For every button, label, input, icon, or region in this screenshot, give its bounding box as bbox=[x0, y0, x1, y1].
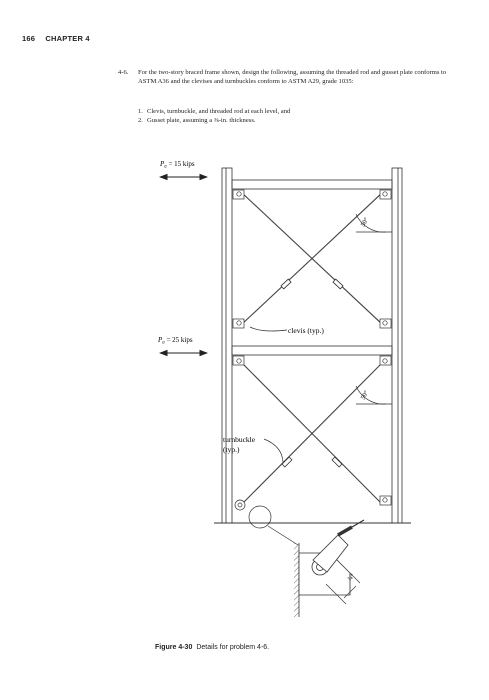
turnbuckles bbox=[281, 279, 343, 467]
figure-caption bbox=[155, 644, 269, 651]
lower-angle-label: 50° bbox=[359, 389, 371, 401]
right-column bbox=[392, 168, 402, 523]
item-text: Gusset plate, assuming a ⅜-in. thickness. bbox=[146, 117, 256, 124]
left-column bbox=[222, 168, 232, 523]
turnbuckle-leader bbox=[264, 439, 283, 462]
clevis-label: clevis (typ.) bbox=[288, 326, 324, 335]
problem-text: For the two-story braced frame shown, design the following, assuming the threaded rod and gusset plate conforms to ASTM A36 and the clevises and turnbuckles conform to ASTM A29, grade 1035: bbox=[138, 69, 447, 85]
detail-circle bbox=[249, 506, 271, 528]
top-beam bbox=[232, 180, 392, 189]
turnbuckle-label: turnbuckle bbox=[223, 435, 256, 444]
chapter-label: CHAPTER 4 bbox=[45, 34, 90, 43]
figure-label: Figure 4-30 bbox=[155, 644, 193, 651]
top-load-label: $P_a = 15$ kips bbox=[160, 160, 195, 170]
angle-markers bbox=[356, 214, 392, 404]
middle-beam bbox=[232, 346, 392, 355]
turnbuckle-label-2: (typ.) bbox=[223, 445, 240, 454]
page-number: 166 bbox=[22, 34, 36, 43]
item-number: 2. bbox=[138, 117, 143, 124]
problem-number: 4-6. bbox=[118, 69, 129, 76]
upper-story-rods bbox=[241, 192, 383, 325]
item-text: Clevis, turnbuckle, and threaded rod at each level, and bbox=[146, 108, 291, 115]
lower-story-rods bbox=[241, 362, 383, 505]
detail-leader bbox=[268, 526, 298, 545]
figure-caption-text: Details for problem 4-6. bbox=[196, 644, 270, 651]
gusset-detail bbox=[294, 520, 364, 617]
upper-angle-label: 50° bbox=[359, 216, 371, 228]
bottom-load-label: $P_a = 25$ kips bbox=[158, 336, 193, 346]
clevis-leader bbox=[250, 327, 287, 331]
gusset-dimension: ¾" bbox=[347, 573, 357, 583]
item-number: 1. bbox=[138, 108, 143, 115]
gusset-plates bbox=[233, 190, 391, 510]
